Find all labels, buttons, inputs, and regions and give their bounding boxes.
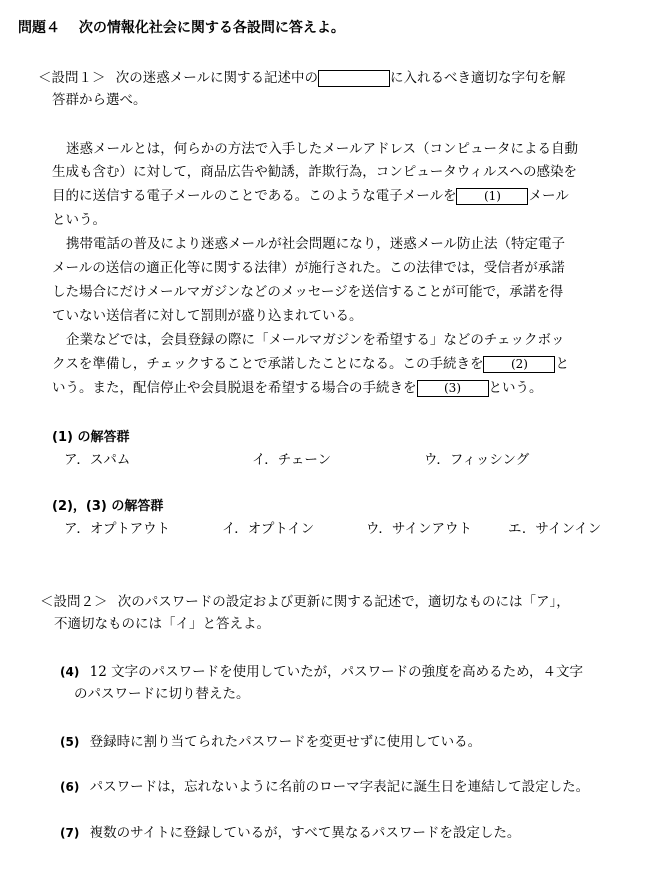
q1-p3-line3b: という。: [488, 380, 543, 396]
item-text: 登録時に割り当てられたパスワードを変更せずに使用している。: [89, 734, 482, 750]
q1-p2-line3: した場合にだけメールマガジンなどのメッセージを送信することが可能で，承諾を得: [52, 284, 564, 300]
item-text: パスワードは，忘れないように名前のローマ字表記に誕生日を連結して設定した。: [89, 779, 590, 795]
answer-group-1-title: (1) の解答群: [52, 430, 130, 445]
q2-intro-line1: [40, 592, 570, 612]
q1-p3-line3: [52, 378, 543, 398]
q1-p2-line1: 携帯電話の普及により迷惑メールが社会問題になり，迷惑メール防止法（特定電子: [66, 236, 565, 252]
answer-group-23-title: (2)，(3) の解答群: [52, 499, 164, 514]
q1-p1-line1: 迷惑メールとは，何らかの方法で入手したメールアドレス（コンピュータによる自動: [66, 141, 579, 157]
q1-intro-a: 次の迷惑メールに関する記述中の: [115, 70, 319, 86]
answer-1-i: イ．チェーン: [252, 452, 332, 468]
blank-2: (2): [483, 356, 555, 373]
q1-intro-b: に入れるべき適切な字句を解: [390, 70, 566, 86]
q2-item-6: [60, 777, 589, 797]
answer-23-a: ア．オプトアウト: [64, 521, 171, 537]
q1-p2-line2: メールの送信の適正化等に関する法律）が施行された。この法律では，受信者が承諾: [52, 260, 565, 276]
q1-p3-line2b: と: [555, 356, 569, 372]
item-number: (5): [60, 735, 80, 749]
q1-intro-line2: 答群から選べ。: [52, 92, 147, 108]
blank-3: (3): [417, 380, 489, 397]
answer-23-e: エ．サインイン: [508, 521, 602, 537]
blank-box-sample: [318, 70, 390, 87]
page-title: [18, 18, 345, 38]
item-number: (7): [60, 826, 80, 840]
answer-23-i: イ．オプトイン: [222, 521, 315, 537]
q1-p1-line2: 生成も含む）に対して，商品広告や勧誘，詐欺行為，コンピュータウィルスへの感染を: [52, 164, 578, 180]
q1-p3-line2: [52, 354, 569, 374]
q1-p1-line4: という。: [52, 212, 106, 228]
q2-title: ＜設問２＞: [40, 594, 108, 610]
q2-item-4: [60, 662, 583, 682]
q1-intro-line1: [38, 68, 566, 88]
q1-p3-line1: 企業などでは，会員登録の際に「メールマガジンを希望する」などのチェックボッ: [66, 332, 565, 348]
q1-title: ＜設問１＞: [38, 70, 106, 86]
q1-p1-line3: [52, 186, 569, 206]
item-number: (4): [60, 665, 80, 679]
problem-heading: 次の情報化社会に関する各設問に答えよ。: [78, 20, 345, 36]
q1-p1-line3b: メール: [528, 188, 569, 204]
item-text: 複数のサイトに登録しているが，すべて異なるパスワードを設定した。: [89, 825, 521, 841]
q1-p3-line3a: いう。また，配信停止や会員脱退を希望する場合の手続きを: [52, 380, 417, 396]
q2-item-4-line2: のパスワードに切り替えた。: [74, 686, 250, 702]
q2-item-7: [60, 823, 520, 843]
q2-intro-line2: 不適切なものには「イ」と答えよ。: [54, 616, 270, 632]
answer-1-a: ア．スパム: [64, 452, 131, 468]
problem-number: 問題４: [18, 20, 60, 36]
q1-p1-line3a: 目的に送信する電子メールのことである。このような電子メールを: [52, 188, 457, 204]
q2-item-5: [60, 732, 481, 752]
q2-intro-a: 次のパスワードの設定および更新に関する記述で，適切なものには「ア」，: [117, 594, 570, 610]
item-number: (6): [60, 780, 80, 794]
answer-23-u: ウ．サインアウト: [366, 521, 472, 537]
blank-1: (1): [456, 188, 528, 205]
q1-p3-line2a: クスを準備し，チェックすることで承諾したことになる。この手続きを: [52, 356, 484, 372]
item-text: 12 文字のパスワードを使用していたが，パスワードの強度を高めるため，４文字: [89, 664, 584, 680]
answer-1-u: ウ．フィッシング: [424, 452, 530, 468]
q1-p2-line4: ていない送信者に対して罰則が盛り込まれている。: [52, 308, 363, 324]
